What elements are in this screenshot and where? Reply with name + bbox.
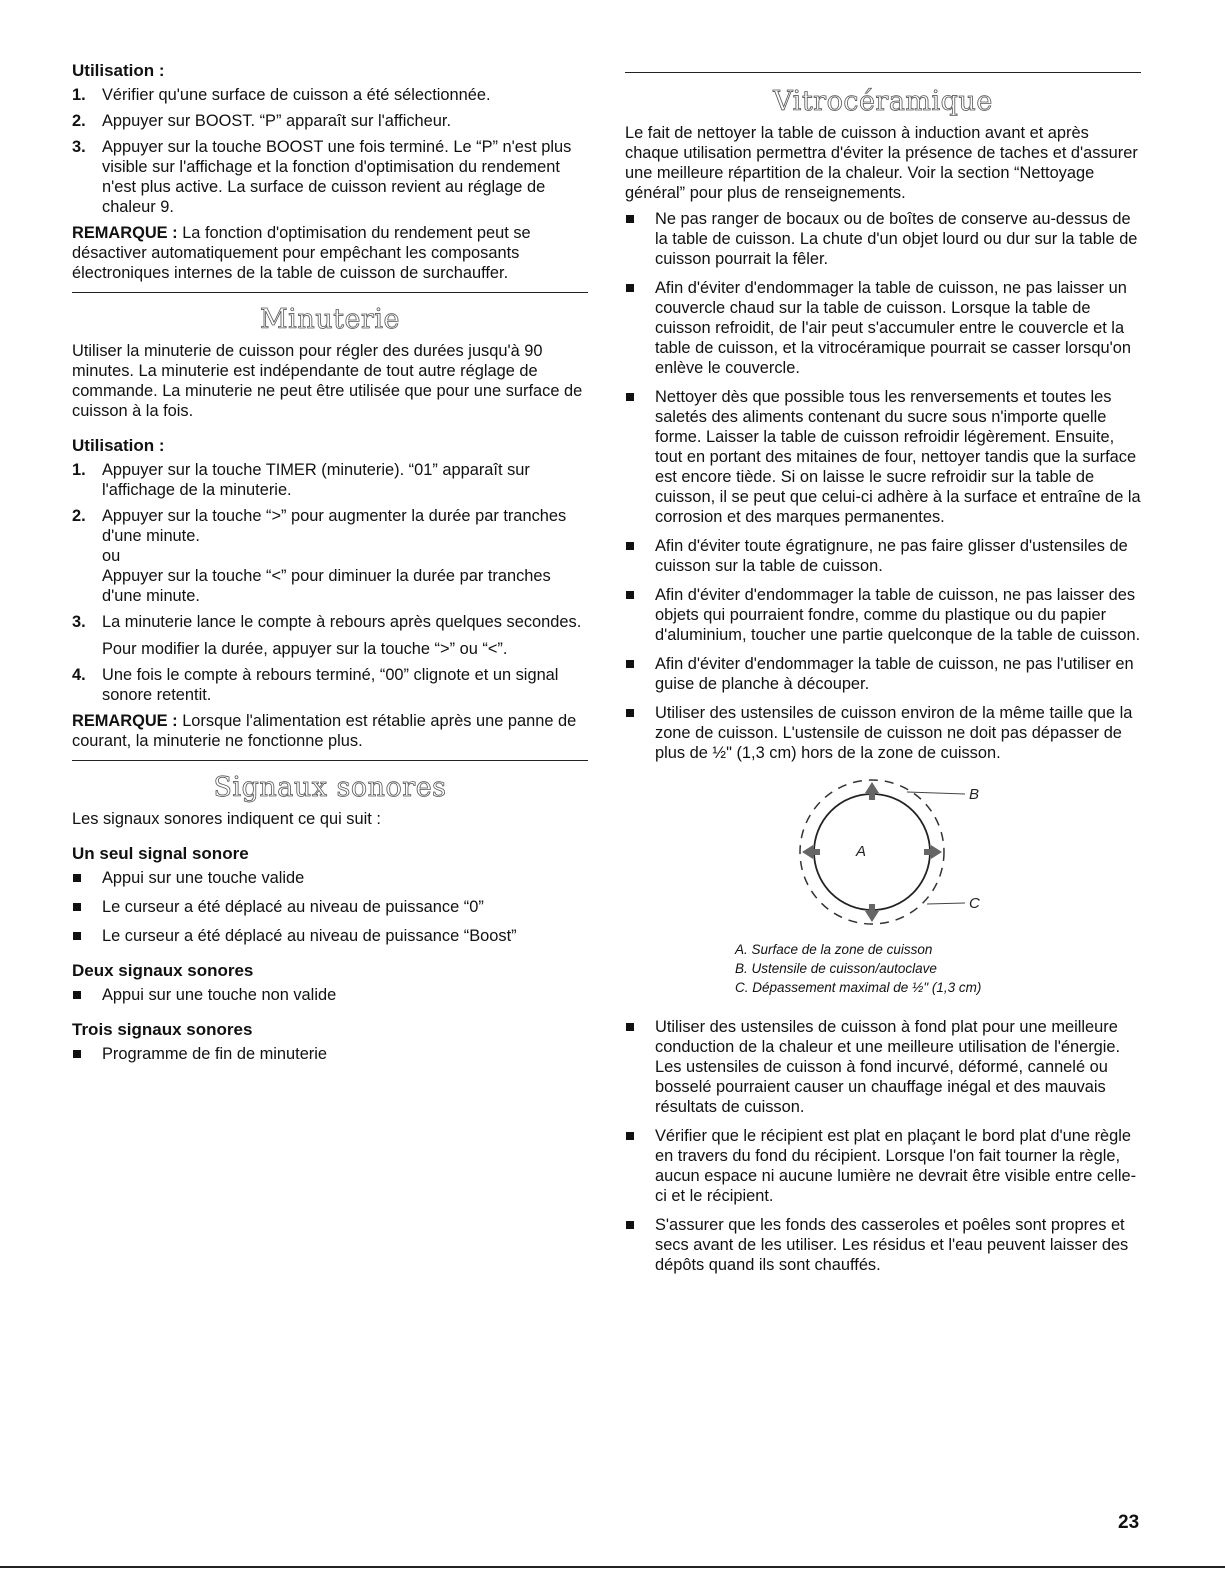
step-text: Vérifier qu'une surface de cuisson a été sélectionnée. <box>102 86 491 104</box>
timer-step-2 <box>72 506 588 606</box>
care-list <box>625 209 1141 763</box>
label-b: B <box>969 786 980 803</box>
two-signals-heading: Deux signaux sonores <box>72 961 254 980</box>
arrow-up-icon <box>869 793 875 800</box>
arrow-icons <box>802 782 942 922</box>
minuterie-intro: Utiliser la minuterie de cuisson pour régler des durées jusqu'à 90 minutes. La minuterie est indépendante de tout autre réglage de commande. La minuterie ne peut être utilisée que pour une surface de cuisson à la fois. <box>72 342 583 420</box>
list-item: Afin d'éviter d'endommager la table de cuisson, ne pas laisser des objets qui pourraient fondre, comme du plastique ou du papier d'aluminium, toucher une partie quelconque de la table de cuisson. <box>625 585 1141 645</box>
section-divider <box>72 760 588 761</box>
arrow-left-icon <box>802 845 813 859</box>
leader-line-c <box>927 903 965 904</box>
step-number: 1. <box>72 461 86 479</box>
step-text: Appuyer sur la touche “<” pour diminuer la durée par tranches d'une minute. <box>102 567 551 605</box>
caption-line: B. Ustensile de cuisson/autoclave <box>735 961 937 976</box>
boost-step-3 <box>72 137 588 217</box>
note-label: REMARQUE : <box>72 712 178 730</box>
list-item: Appui sur une touche valide <box>72 868 588 888</box>
cookware-list <box>625 1017 1141 1275</box>
note-label: REMARQUE : <box>72 224 178 242</box>
boost-step-1 <box>72 85 588 105</box>
timer-step-1 <box>72 460 588 500</box>
cookware-diagram <box>625 772 1141 932</box>
list-item: Programme de fin de minuterie <box>72 1044 588 1064</box>
timer-step-3 <box>72 612 588 659</box>
signaux-title: Signaux sonores <box>213 772 447 803</box>
one-signal-list <box>72 868 588 946</box>
three-signals-list <box>72 1044 588 1064</box>
label-c: C <box>969 895 980 912</box>
list-item: Appui sur une touche non valide <box>72 985 588 1005</box>
caption-line: A. Surface de la zone de cuisson <box>735 942 933 957</box>
vitroceramique-title: Vitrocéramique <box>773 86 993 117</box>
diagram-caption <box>625 940 1141 997</box>
arrow-down-icon <box>869 904 875 911</box>
page-number: 23 <box>1118 1512 1140 1533</box>
step-text: Appuyer sur la touche BOOST une fois terminé. Le “P” n'est plus visible sur l'affichage et la fonction d'optimisation du rendement n'est plus active. La surface de cuisson revient au réglage de chaleur 9. <box>102 138 572 216</box>
step-number: 3. <box>72 613 86 631</box>
arrow-right-icon <box>931 845 942 859</box>
boost-steps <box>72 85 588 217</box>
list-item: Utiliser des ustensiles de cuisson à fond plat pour une meilleure conduction de la chaleur et une meilleure utilisation de l'énergie. Les ustensiles de cuisson à fond incurvé, déformé, cannelé ou bosselé pourraient causer un chauffage inégal et des mauvais résultats de cuisson. <box>625 1017 1141 1117</box>
leader-line-b <box>907 792 965 794</box>
step-text: La minuterie lance le compte à rebours après quelques secondes. <box>102 613 582 631</box>
page-bottom-rule <box>0 1566 1225 1568</box>
timer-step-4 <box>72 665 588 705</box>
boost-note <box>72 223 588 283</box>
step-number: 2. <box>72 112 86 130</box>
section-divider <box>72 292 588 293</box>
one-signal-heading: Un seul signal sonore <box>72 844 249 863</box>
step-number: 4. <box>72 666 86 684</box>
section-divider <box>625 72 1141 73</box>
caption-line: C. Dépassement maximal de ½" (1,3 cm) <box>735 980 982 995</box>
list-item: S'assurer que les fonds des casseroles et poêles sont propres et secs avant de les utiliser. Les résidus et l'eau peuvent laisser des dépôts quand ils sont chauffés. <box>625 1215 1141 1275</box>
arrow-down-icon <box>865 911 879 922</box>
step-number: 1. <box>72 86 86 104</box>
arrow-right-icon <box>924 849 931 855</box>
signaux-intro: Les signaux sonores indiquent ce qui suit : <box>72 810 381 828</box>
step-text: Appuyer sur la touche TIMER (minuterie). “01” apparaît sur l'affichage de la minuterie. <box>102 461 530 499</box>
boost-step-2 <box>72 111 588 131</box>
label-a: A <box>856 843 867 860</box>
cookware-outline <box>800 780 944 924</box>
cookware-diagram-svg <box>625 772 1141 932</box>
list-item: Afin d'éviter d'endommager la table de cuisson, ne pas laisser un couvercle chaud sur la table de cuisson. Lorsque la table de cuisson refroidit, de l'air peut s'accumuler entre le couvercle et la table de cuisson, et la vitrocéramique pourrait se casser lorsqu'on enlève le couvercle. <box>625 278 1141 378</box>
note-text: La fonction d'optimisation du rendement peut se désactiver automatiquement pour empêchant les composants électroniques internes de la table de cuisson de surchauffer. <box>72 224 531 282</box>
two-signals-list <box>72 985 588 1005</box>
utilisation-heading-1: Utilisation : <box>72 61 165 80</box>
step-text: Pour modifier la durée, appuyer sur la touche “>” ou “<”. <box>102 640 508 658</box>
arrow-up-icon <box>865 782 879 793</box>
list-item: Ne pas ranger de bocaux ou de boîtes de conserve au-dessus de la table de cuisson. La chute d'un objet lourd ou dur sur la table de cuisson pourrait la fêler. <box>625 209 1141 269</box>
arrow-left-icon <box>813 849 820 855</box>
minuterie-title: Minuterie <box>260 304 400 335</box>
list-item: Afin d'éviter d'endommager la table de cuisson, ne pas l'utiliser en guise de planche à découper. <box>625 654 1141 694</box>
step-number: 2. <box>72 507 86 525</box>
list-item: Vérifier que le récipient est plat en plaçant le bord plat d'une règle en travers du fond du récipient. Lorsque l'on fait tourner la règle, aucun espace ni aucune lumière ne devrait être visible entre celle-ci et le récipient. <box>625 1126 1141 1206</box>
cooking-zone <box>814 794 930 910</box>
timer-steps <box>72 460 588 705</box>
list-item: Nettoyer dès que possible tous les renversements et toutes les saletés des aliments contenant du sucre sous n'importe quelle forme. Laisser la table de cuisson refroidir légèrement. Ensuite, tout en portant des mitaines de four, nettoyer tandis que la surface est encore tiède. Si on laisse le sucre refroidir sur la table de cuisson, il se peut que celui-ci adhère à la surface et entraîne de la corrosion et des marques permanentes. <box>625 387 1141 527</box>
right-column <box>625 60 1141 1284</box>
step-number: 3. <box>72 138 86 156</box>
list-item: Le curseur a été déplacé au niveau de puissance “0” <box>72 897 588 917</box>
step-text: Appuyer sur la touche “>” pour augmenter la durée par tranches d'une minute. <box>102 507 567 545</box>
step-text: Appuyer sur BOOST. “P” apparaît sur l'afficheur. <box>102 112 452 130</box>
step-text: Une fois le compte à rebours terminé, “00” clignote et un signal sonore retentit. <box>102 666 559 704</box>
left-column <box>72 60 588 1073</box>
timer-note <box>72 711 588 751</box>
list-item: Le curseur a été déplacé au niveau de puissance “Boost” <box>72 926 588 946</box>
step-or: ou <box>102 547 121 565</box>
utilisation-heading-2: Utilisation : <box>72 436 165 455</box>
list-item: Utiliser des ustensiles de cuisson environ de la même taille que la zone de cuisson. L'ustensile de cuisson ne doit pas dépasser de plus de ½" (1,3 cm) hors de la zone de cuisson. <box>625 703 1141 763</box>
vitroceramique-intro: Le fait de nettoyer la table de cuisson à induction avant et après chaque utilisation permettra d'éviter la présence de taches et d'assurer une meilleure répartition de la chaleur. Voir la section “Nettoyage général” pour plus de renseignements. <box>625 124 1138 202</box>
list-item: Afin d'éviter toute égratignure, ne pas faire glisser d'ustensiles de cuisson sur la table de cuisson. <box>625 536 1141 576</box>
note-text: Lorsque l'alimentation est rétablie après une panne de courant, la minuterie ne fonctionne plus. <box>72 712 577 750</box>
three-signals-heading: Trois signaux sonores <box>72 1020 253 1039</box>
